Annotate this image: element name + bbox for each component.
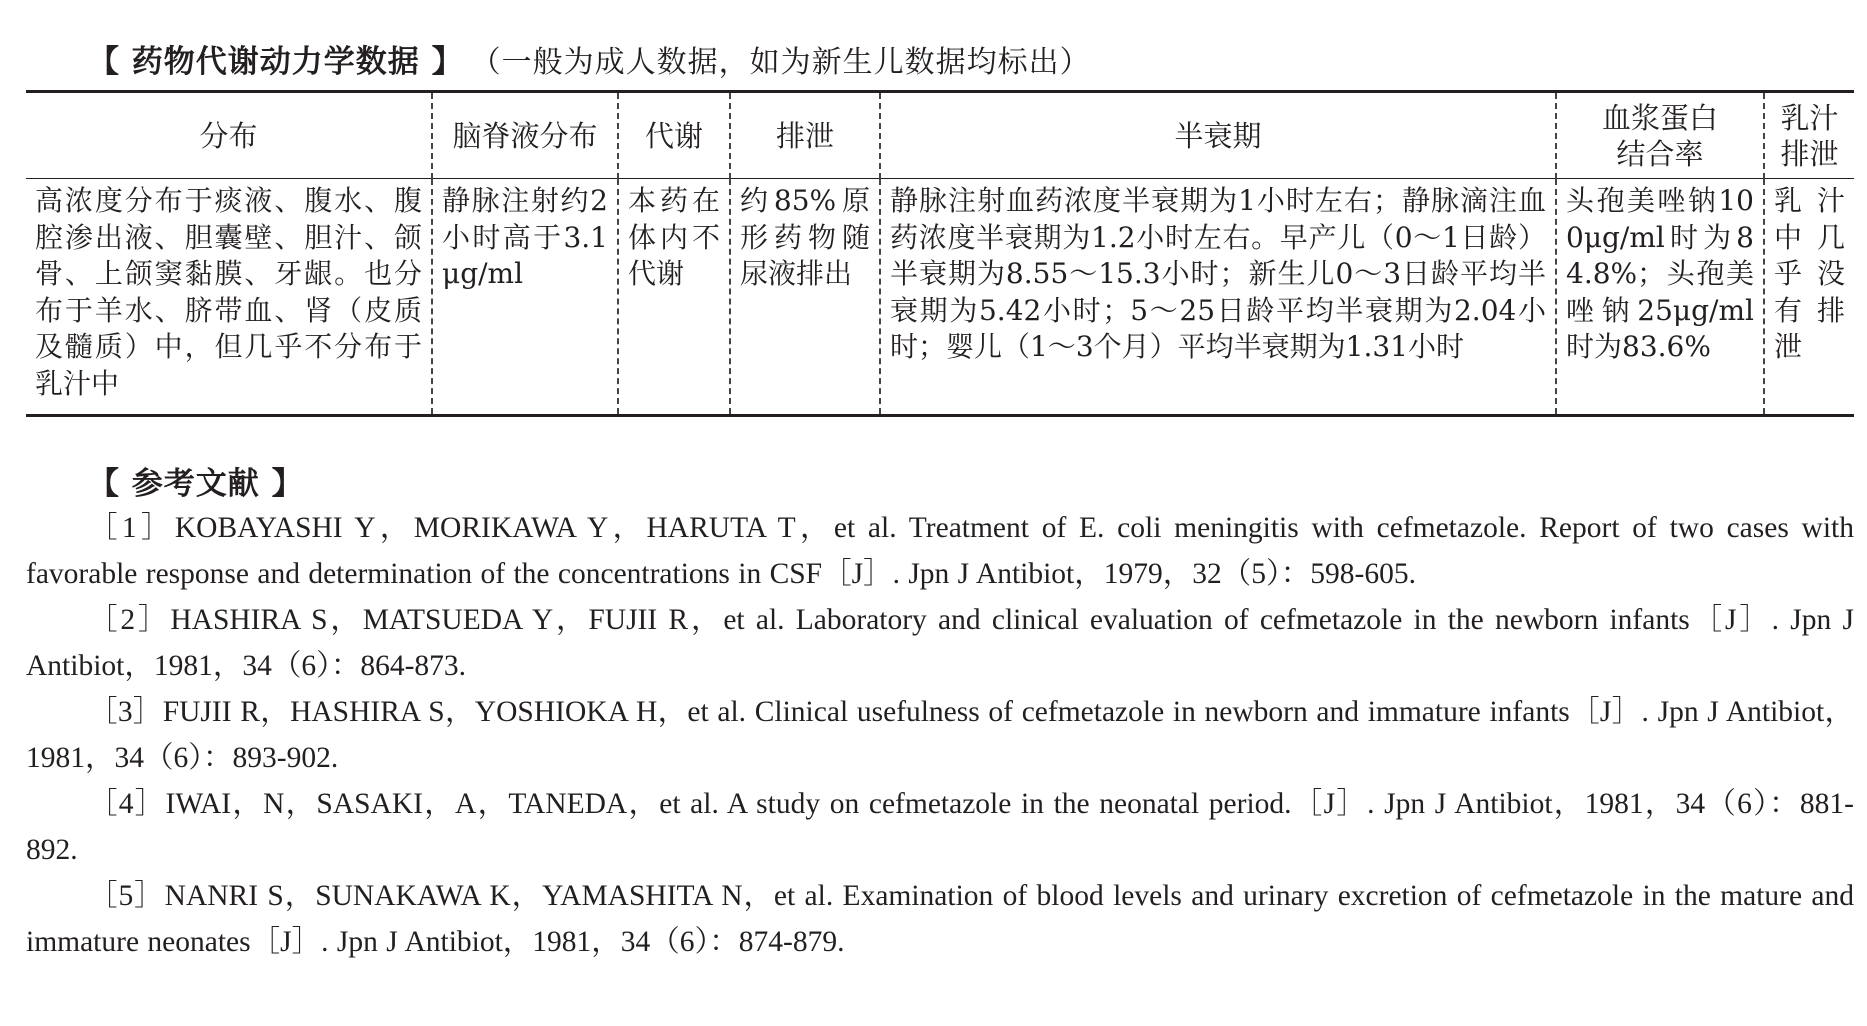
header-protein-binding-label: 血浆蛋白结合率 xyxy=(1601,100,1718,171)
table-row xyxy=(26,179,1854,416)
header-excretion: 排泄 xyxy=(730,92,880,179)
header-protein-binding xyxy=(1556,92,1764,179)
table-header-row xyxy=(26,92,1854,179)
reference-item: ［5］NANRI S，SUNAKAWA K，YAMASHITA N，et al. Examination of blood levels and urinary excretion of cefmetazole in the mature and immature neonates［J］. Jpn J Antibiot，1981，34（6）：874-879. xyxy=(26,880,1854,958)
cell-protein-binding: 头孢美唑钠100μg/ml时为84.8%；头孢美唑钠25μg/ml时为83.6% xyxy=(1556,179,1764,416)
cell-distribution: 高浓度分布于痰液、腹水、腹腔渗出液、胆囊壁、胆汁、颌骨、上颌窦黏膜、牙龈。也分布于羊水、脐带血、肾（皮质及髓质）中，但几乎不分布于乳汁中 xyxy=(35,184,422,400)
cell-metabolism: 本药在体内不代谢 xyxy=(618,179,730,416)
pharmacokinetics-table xyxy=(26,90,1854,417)
reference-item: ［2］HASHIRA S，MATSUEDA Y，FUJII R，et al. Laboratory and clinical evaluation of cefmetazole in the newborn infants［J］. Jpn J Antibiot，1981，34（6）：864-873. xyxy=(26,604,1854,682)
reference-item: ［3］FUJII R，HASHIRA S，YOSHIOKA H，et al. Clinical usefulness of cefmetazole in newborn and immature infants［J］. Jpn J Antibiot，1981，34（6）：893-902. xyxy=(26,696,1854,774)
cell-half-life: 静脉注射血药浓度半衰期为1小时左右；静脉滴注血药浓度半衰期为1.2小时左右。早产儿（0～1日龄）半衰期为8.55～15.3小时；新生儿0～3日龄平均半衰期为5.42小时；5～25日龄平均半衰期为2.04小时；婴儿（1～3个月）平均半衰期为1.31小时 xyxy=(880,179,1556,416)
cell-csf-distribution: 静脉注射约2小时高于3.1μg/ml xyxy=(432,179,618,416)
header-distribution: 分布 xyxy=(26,92,432,179)
cell-milk-excretion: 乳汁中几乎没有排泄 xyxy=(1764,179,1854,416)
references-heading: 【 参考文献 】 xyxy=(88,466,304,502)
header-metabolism: 代谢 xyxy=(618,92,730,179)
reference-item: ［1］KOBAYASHI Y，MORIKAWA Y，HARUTA T，et al. Treatment of E. coli meningitis with cefmetazole. Report of two cases with favorable response and determination of the concentrations in CSF［J］. Jpn J Antibiot，1979，32（5）：598-605. xyxy=(26,512,1854,590)
pk-section-title: 【 药物代谢动力学数据 】 xyxy=(88,44,464,80)
reference-list xyxy=(26,505,1854,965)
header-milk-excretion xyxy=(1764,92,1854,179)
header-csf-distribution: 脑脊液分布 xyxy=(432,92,618,179)
pk-section-note: （一般为成人数据，如为新生儿数据均标出） xyxy=(485,45,1091,80)
pk-section-heading xyxy=(88,36,1091,81)
header-half-life: 半衰期 xyxy=(880,92,1556,179)
reference-item: ［4］IWAI，N，SASAKI，A，TANEDA，et al. A study on cefmetazole in the neonatal period.［J］. Jpn J Antibiot，1981，34（6）：881-892. xyxy=(26,788,1854,866)
header-milk-excretion-label: 乳汁排泄 xyxy=(1780,100,1839,171)
cell-excretion: 约85%原形药物随尿液排出 xyxy=(730,179,880,416)
